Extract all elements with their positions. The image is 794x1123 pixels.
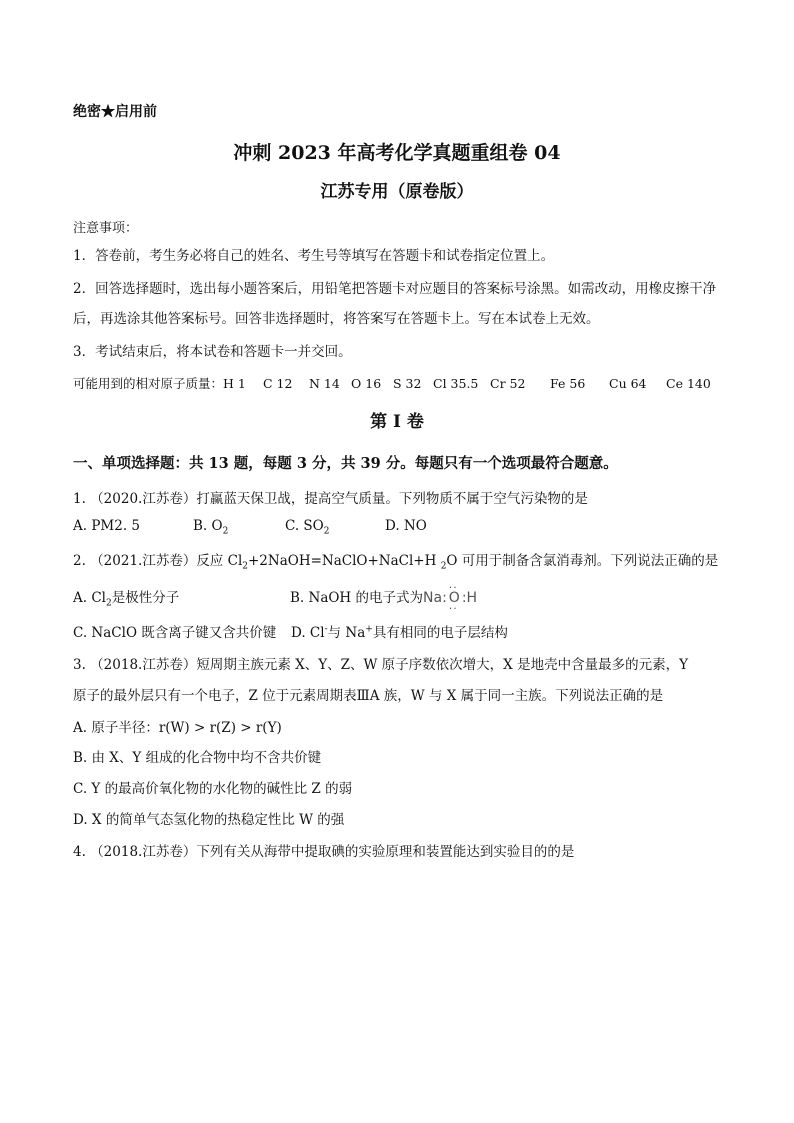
mass-h: H 1: [223, 376, 246, 391]
mass-cl: Cl 35.5: [433, 376, 479, 391]
q3-option-b: B. 由 X、Y 组成的化合物中均不含共价键: [73, 750, 322, 766]
mass-ce: Ce 140: [666, 376, 711, 391]
q2-options-row1: [73, 586, 477, 609]
notice-item-2: 2．回答选择题时，选出每小题答案后，用铅笔把答题卡对应题目的答案标号涂黑。如需改动，用橡皮擦干净后，再选涂其他答案标号。回答非选择题时，将答案写在答题卡上。写在本试卷上无效。: [73, 281, 717, 327]
q3-option-d: D. X 的简单气态氢化物的热稳定性比 W 的强: [73, 812, 345, 828]
q1-option-b: B. $O_2$: [193, 518, 229, 537]
q2-option-c: C. NaClO 既含离子键又含共价键: [73, 625, 277, 641]
secret-label: 绝密★启用前: [73, 104, 157, 120]
q1-option-c: C. $SO_2$: [285, 518, 330, 537]
q2-options-row2: [73, 621, 508, 641]
q3-option-c: C. Y 的最高价氧化物的水化物的碱性比 Z 的弱: [73, 781, 353, 797]
page-title: 冲刺 2023 年高考化学真题重组卷 04: [233, 142, 561, 164]
mass-cu: Cu 64: [609, 376, 647, 391]
q1-stem: 1. （2020.江苏卷）打赢蓝天保卫战，提高空气质量。下列物质不属于空气污染物的是: [73, 491, 588, 507]
q3-stem-line1: 3. （2018.江苏卷）短周期主族元素 X、Y、Z、W 原子序数依次增大，X 是地壳中含量最多的元素，Y: [73, 657, 688, 673]
page-subtitle: 江苏专用（原卷版）: [320, 182, 474, 202]
q1-options: [73, 518, 427, 537]
q4-stem: 4. （2018.江苏卷）下列有关从海带中提取碘的实验原理和装置能达到实验目的的是: [73, 844, 575, 860]
atomic-mass-line: [73, 374, 711, 392]
atomic-mass-label: 可能用到的相对原子质量：: [73, 376, 224, 391]
mass-s: S 32: [393, 376, 422, 391]
notice-item-3: 3．考试结束后，将本试卷和答题卡一并交回。: [73, 344, 352, 360]
notice-item-1: 1．答卷前，考生务必将自己的姓名、考生号等填写在答题卡和试卷指定位置上。: [73, 248, 555, 264]
mass-cr: Cr 52: [490, 376, 526, 391]
mass-fe: Fe 56: [550, 376, 586, 391]
q3-stem-line2: 原子的最外层只有一个电子，Z 位于元素周期表ⅢA 族，W 与 X 属于同一主族。下列说法正确的是: [73, 688, 664, 704]
q1-option-a: A. PM2. 5: [73, 518, 140, 534]
mass-c: C 12: [263, 376, 293, 391]
mass-o: O 16: [351, 376, 382, 391]
q2-option-a: A. $Cl_2$是极性分子: [73, 590, 180, 609]
naoh-electron-formula: Na:·· O ·· :H: [423, 590, 477, 606]
q2-option-b: B. NaOH 的电子式为Na:·· O ·· :H: [290, 586, 477, 606]
part-heading: 一、单项选择题：共 13 题，每题 3 分，共 39 分。每题只有一个选项最符合题意。: [73, 455, 618, 472]
q2-stem: 2. （2021.江苏卷）反应 $Cl_2+2NaOH=NaClO+NaCl+H$ $_2$O 可用于制备含氯消毒剂。下列说法正确的是: [73, 553, 719, 572]
mass-n: N 14: [309, 376, 340, 391]
q1-option-d: D. NO: [385, 518, 427, 534]
notice-label: 注意事项：: [73, 221, 139, 236]
q2-option-d: D. Cl-与 Na+具有相同的电子层结构: [291, 624, 508, 641]
q3-option-a: A. 原子半径：r(W) > r(Z) > r(Y): [73, 720, 282, 736]
section-title: 第 I 卷: [370, 412, 424, 432]
